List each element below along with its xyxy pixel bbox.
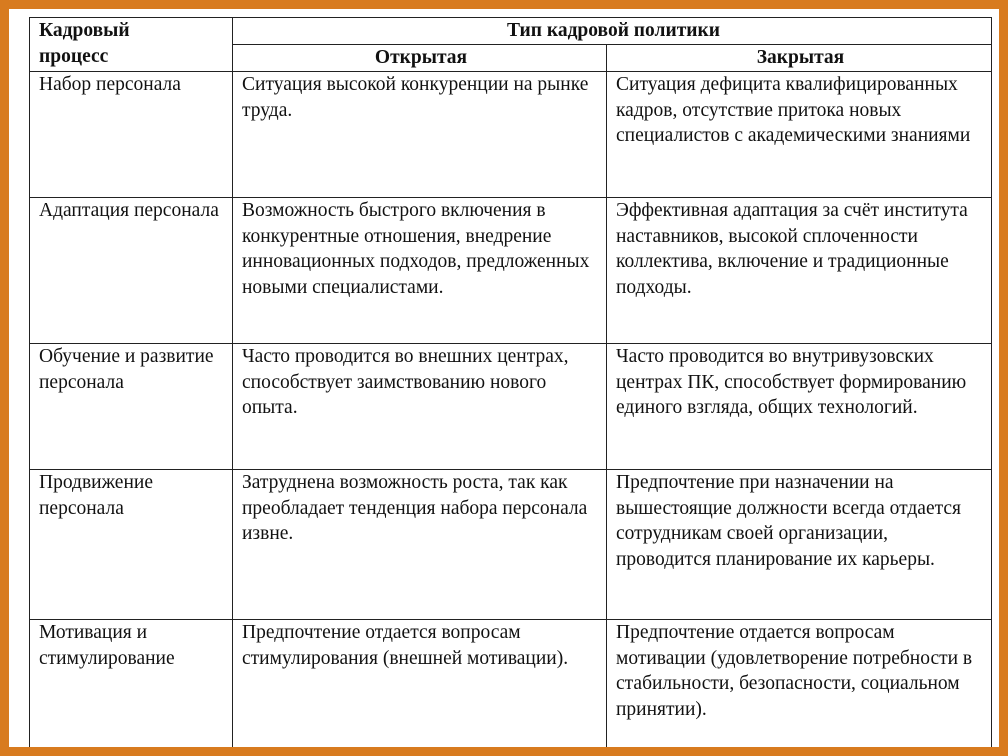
header-open: Открытая	[233, 45, 607, 72]
row-closed-cell: Эффективная адаптация за счёт института наставников, высокой сплоченности коллектива, включение и традиционные подходы.	[607, 198, 992, 344]
row-closed-cell: Предпочтение отдается вопросам мотивации (удовлетворение потребности в стабильности, безопасности, социальном принятии).	[607, 620, 992, 750]
table-row	[30, 344, 992, 470]
table-row	[30, 470, 992, 620]
header-closed: Закрытая	[607, 45, 992, 72]
header-process	[30, 18, 233, 72]
row-process-cell: Набор персонала	[30, 72, 233, 198]
row-open-cell: Ситуация высокой конкуренции на рынке труда.	[233, 72, 607, 198]
row-open-cell: Предпочтение отдается вопросам стимулирования (внешней мотивации).	[233, 620, 607, 750]
row-closed-cell	[607, 72, 992, 198]
row-process-cell: Адаптация персонала	[30, 198, 233, 344]
table-row	[30, 620, 992, 750]
row-open-cell: Затруднена возможность роста, так как преобладает тенденция набора персонала извне.	[233, 470, 607, 620]
row-open-cell: Часто проводится во внешних центрах, способствует заимствованию нового опыта.	[233, 344, 607, 470]
table-row	[30, 72, 992, 198]
row-process-cell: Мотивация и стимулирование	[30, 620, 233, 750]
table-row	[30, 198, 992, 344]
header-policy-type: Тип кадровой политики	[233, 18, 992, 45]
header-process-line2: процесс	[39, 45, 109, 67]
row-closed-cell: Предпочтение при назначении на вышестоящие должности всегда отдается сотрудникам своей организации, проводится планирование их карьеры.	[607, 470, 992, 620]
row-open-cell: Возможность быстрого включения в конкурентные отношения, внедрение инновационных подходов, предложенных новыми специалистами.	[233, 198, 607, 344]
row-process-cell: Обучение и развитие персонала	[30, 344, 233, 470]
header-process-line1: Кадровый	[39, 20, 130, 41]
row-process-cell: Продвижение персонала	[30, 470, 233, 620]
row-closed-cell: Часто проводится во внутривузовских центрах ПК, способствует формированию единого взгляда, общих технологий.	[607, 344, 992, 470]
row-closed-text: Ситуация дефицита квалифицированных кадров, отсутствие притока новых специалистов с академическими знаниями	[616, 74, 971, 147]
hr-policy-table	[29, 17, 992, 750]
